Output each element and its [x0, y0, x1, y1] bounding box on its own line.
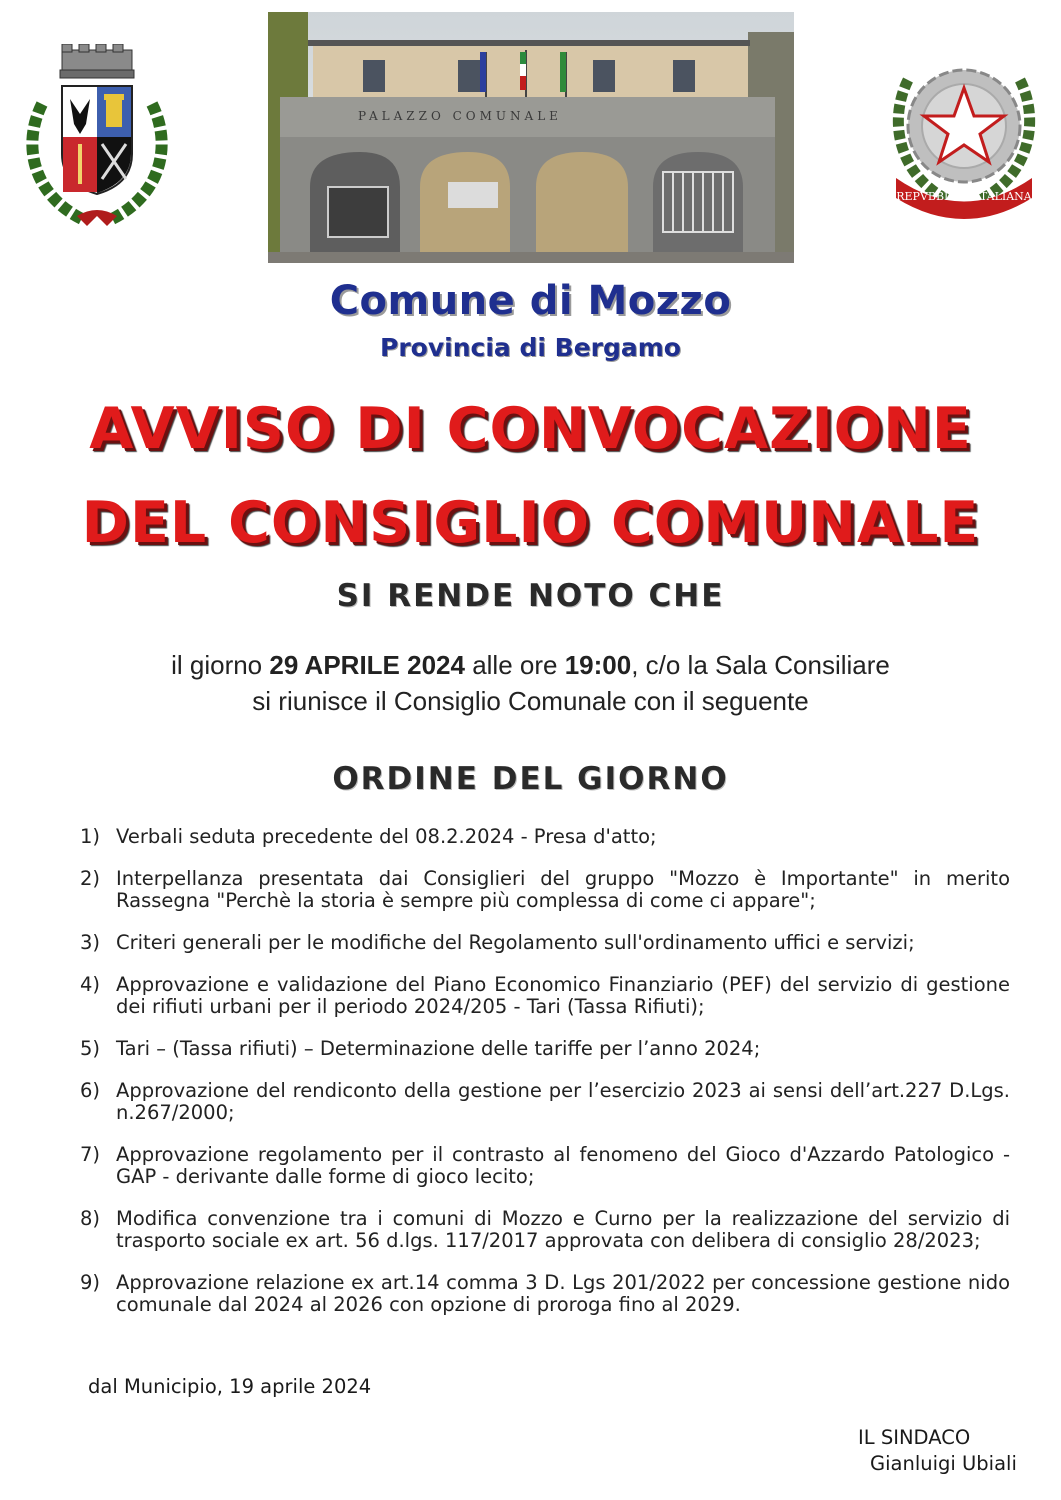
org-title: Comune di Mozzo [329, 278, 732, 324]
agenda-item-text: Criteri generali per le modifiche del Regolamento sull'ordinamento uffici e servizi; [116, 931, 915, 954]
comune-coat-of-arms [22, 44, 172, 229]
agenda-list [80, 826, 1010, 1336]
agenda-item [80, 932, 1010, 954]
agenda-item [80, 1272, 1010, 1316]
headline-line-1: AVVISO DI CONVOCAZIONE [89, 396, 972, 462]
intro-pre: il giorno [171, 650, 270, 680]
agenda-item-text: Interpellanza presentata dai Consiglieri del gruppo "Mozzo è Importante" in merito Rassegna "Perchè la storia è sempre più complessa di come ci appare"; [116, 867, 1010, 912]
agenda-item-text: Verbali seduta precedente del 08.2.2024 - Presa d'atto; [116, 825, 657, 848]
agenda-item-number: 4) [80, 973, 101, 996]
intro-mid: alle ore [464, 650, 565, 680]
meeting-date: 29 APRILE 2024 [269, 650, 465, 680]
agenda-item-text: Modifica convenzione tra i comuni di Mozzo e Curno per la realizzazione del servizio di trasporto sociale ex art. 56 d.lgs. 117/2017 approvata con delibera di consiglio 28/2023; [116, 1207, 1010, 1252]
signer-name: Gianluigi Ubiali [870, 1452, 1017, 1475]
agenda-item [80, 1080, 1010, 1124]
signer-title: IL SINDACO [858, 1426, 971, 1449]
agenda-item-text: Approvazione e validazione del Piano Economico Finanziario (PEF) del servizio di gestione dei rifiuti urbani per il periodo 2024/205 - Tari (Tassa Rifiuti); [116, 973, 1010, 1018]
intro-post: , c/o la Sala Consiliare [631, 650, 890, 680]
agenda-item [80, 1208, 1010, 1252]
agenda-item-number: 5) [80, 1037, 101, 1060]
agenda-item-number: 7) [80, 1143, 101, 1166]
agenda-item-text: Approvazione del rendiconto della gestione per l’esercizio 2023 ai sensi dell’art.227 D.Lgs. n.267/2000; [116, 1079, 1010, 1124]
building-sign: PALAZZO COMUNALE [358, 109, 562, 123]
emblem-motto: REPVBBLICA ITALIANA [896, 190, 1032, 203]
agenda-item-number: 3) [80, 931, 101, 954]
date-line: dal Municipio, 19 aprile 2024 [88, 1375, 372, 1398]
notice-heading: SI RENDE NOTO CHE [336, 578, 725, 614]
agenda-item-text: Approvazione regolamento per il contrasto al fenomeno del Gioco d'Azzardo Patologico - GAP - derivante dalle forme di gioco lecito; [116, 1143, 1010, 1188]
intro-line-2: si riunisce il Consiglio Comunale con il seguente [252, 686, 809, 716]
meeting-intro [0, 647, 1061, 719]
agenda-item-number: 8) [80, 1207, 101, 1230]
agenda-title: ORDINE DEL GIORNO [332, 761, 729, 797]
headline-line-2: DEL CONSIGLIO COMUNALE [81, 490, 980, 556]
agenda-item-text: Tari – (Tassa rifiuti) – Determinazione delle tariffe per l’anno 2024; [116, 1037, 761, 1060]
agenda-item-number: 6) [80, 1079, 101, 1102]
meeting-time: 19:00 [564, 650, 632, 680]
agenda-item [80, 1144, 1010, 1188]
town-hall-photo [268, 12, 794, 263]
province-subtitle: Provincia di Bergamo [380, 333, 681, 362]
italian-republic-emblem [888, 50, 1040, 222]
agenda-item [80, 974, 1010, 1018]
agenda-item [80, 826, 1010, 848]
agenda-item [80, 868, 1010, 912]
agenda-item-number: 1) [80, 825, 101, 848]
agenda-item-text: Approvazione relazione ex art.14 comma 3 D. Lgs 201/2022 per concessione gestione nido comunale dal 2024 al 2026 con opzione di proroga fino al 2029. [116, 1271, 1010, 1316]
agenda-item-number: 2) [80, 867, 101, 890]
agenda-item-number: 9) [80, 1271, 101, 1294]
agenda-item [80, 1038, 1010, 1060]
